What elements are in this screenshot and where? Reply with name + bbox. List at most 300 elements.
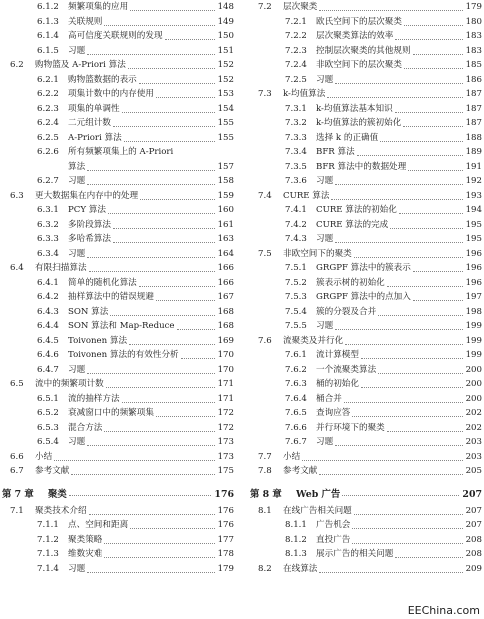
toc-entry-title: 选择 k 的正确值 bbox=[316, 132, 379, 143]
toc-entry-title: 维数灾难 bbox=[68, 549, 103, 559]
toc-entry-number: 6.6 bbox=[10, 451, 24, 462]
toc-entry-number: 7.5.2 bbox=[285, 277, 307, 288]
toc-entry-number: 6.1.5 bbox=[37, 45, 59, 56]
toc-entry-page: 196 bbox=[465, 263, 482, 273]
toc-entry bbox=[2, 102, 234, 117]
toc-entry-page: 180 bbox=[465, 16, 482, 27]
toc-entry-page: 209 bbox=[465, 563, 482, 574]
toc-entry-page: 203 bbox=[465, 451, 482, 462]
toc-entry-page: 155 bbox=[217, 132, 234, 143]
toc-entry-number: 7.4.1 bbox=[285, 205, 307, 215]
toc-entry-number: 7.4.3 bbox=[285, 234, 307, 244]
toc-entry-page: 171 bbox=[217, 379, 234, 389]
toc-entry-number: 7.1.2 bbox=[37, 534, 59, 545]
toc-entry bbox=[250, 334, 482, 349]
toc-leader bbox=[87, 572, 215, 573]
toc-entry-page: 157 bbox=[217, 161, 234, 172]
toc-entry-number: 6.4.5 bbox=[37, 335, 59, 346]
toc-entry-title: 查询应答 bbox=[316, 408, 351, 418]
toc-leader bbox=[181, 358, 215, 359]
toc-entry-page: 187 bbox=[465, 103, 482, 114]
toc-entry bbox=[250, 305, 482, 320]
toc-entry bbox=[2, 276, 234, 291]
toc-entry-number: 7.6.5 bbox=[285, 408, 307, 418]
toc-entry-number: 第 7 章 bbox=[2, 488, 34, 500]
toc-leader bbox=[357, 155, 463, 156]
toc-entry-title: 多阶段算法 bbox=[68, 219, 111, 230]
toc-entry-number: 第 8 章 bbox=[250, 488, 282, 500]
toc-entry bbox=[250, 348, 482, 363]
toc-entry-page: 194 bbox=[465, 205, 482, 215]
toc-entry bbox=[2, 189, 234, 204]
toc-entry-title: 直投广告 bbox=[316, 534, 351, 545]
toc-entry-title: 所有频繁项集上的 A-Priori bbox=[68, 147, 174, 157]
toc-entry-title: 习题 bbox=[68, 248, 86, 259]
toc-entry-title: 非欧空间下的层次聚类 bbox=[316, 60, 402, 70]
toc-leader bbox=[104, 431, 215, 432]
toc-entry-page: 199 bbox=[465, 321, 482, 331]
toc-entry bbox=[250, 363, 482, 378]
toc-leader bbox=[87, 373, 215, 374]
toc-entry-number: 6.1.4 bbox=[37, 31, 59, 41]
toc-entry-page: 183 bbox=[465, 45, 482, 56]
toc-entry-number: 6.3.2 bbox=[37, 219, 59, 230]
toc-leader bbox=[395, 112, 463, 113]
toc-leader bbox=[345, 344, 463, 345]
toc-leader bbox=[122, 402, 215, 403]
toc-entry-number: 7.5.3 bbox=[285, 292, 307, 302]
toc-leader bbox=[319, 572, 463, 573]
toc-entry-title: 关联规则 bbox=[68, 16, 103, 27]
toc-leader bbox=[71, 474, 215, 475]
toc-entry-page: 198 bbox=[465, 306, 482, 317]
toc-entry-number: 6.3.3 bbox=[37, 234, 59, 244]
watermark: EEChina.com bbox=[407, 604, 480, 617]
toc-entry-title: 聚类策略 bbox=[68, 534, 103, 545]
toc-entry bbox=[2, 348, 234, 363]
toc-entry-page: 183 bbox=[465, 31, 482, 41]
toc-left-column bbox=[2, 0, 234, 576]
toc-entry-number: 7.2.3 bbox=[285, 45, 307, 56]
toc-entry-number: 7.5 bbox=[258, 248, 272, 259]
toc-entry-title: 习题 bbox=[316, 437, 334, 447]
toc-entry-page: 187 bbox=[465, 89, 482, 99]
toc-entry bbox=[2, 174, 234, 189]
toc-entry-page: 178 bbox=[217, 549, 234, 559]
toc-entry-page: 173 bbox=[217, 451, 234, 462]
toc-leader bbox=[87, 445, 215, 446]
toc-entry-page: 152 bbox=[217, 60, 234, 70]
toc-entry-page: 173 bbox=[217, 437, 234, 447]
toc-entry bbox=[2, 421, 234, 436]
toc-entry-page: 186 bbox=[465, 74, 482, 85]
toc-leader bbox=[104, 543, 215, 544]
toc-entry-title: 欧氏空间下的层次聚类 bbox=[316, 16, 402, 27]
toc-leader bbox=[130, 10, 215, 11]
toc-entry bbox=[2, 377, 234, 392]
toc-entry bbox=[250, 276, 482, 291]
toc-entry bbox=[2, 319, 234, 334]
toc-entry-number: 7.2.2 bbox=[285, 31, 307, 41]
toc-entry-title: 流计算模型 bbox=[316, 350, 359, 360]
toc-entry-page: 203 bbox=[465, 437, 482, 447]
toc-entry-number: 7.6.4 bbox=[285, 393, 307, 404]
toc-entry-number: 6.4.3 bbox=[37, 306, 59, 317]
toc-entry-title: 项集的单调性 bbox=[68, 103, 120, 114]
toc-leader bbox=[354, 257, 463, 258]
toc-entry-title: k-均值算法的簇初始化 bbox=[316, 118, 402, 128]
toc-entry-number: 7.4.2 bbox=[285, 219, 307, 230]
toc-entry-number: 7.6 bbox=[258, 335, 272, 346]
toc-leader bbox=[344, 402, 463, 403]
toc-leader bbox=[139, 286, 215, 287]
toc-entry bbox=[250, 58, 482, 73]
toc-leader bbox=[87, 54, 215, 55]
toc-entry bbox=[250, 406, 482, 421]
toc-entry-number: 6.4.1 bbox=[37, 277, 59, 288]
toc-entry-page: 149 bbox=[217, 16, 234, 27]
toc-entry-number: 7.2.4 bbox=[285, 60, 307, 70]
toc-entry-title: 习题 bbox=[316, 234, 334, 244]
toc-entry-page: 148 bbox=[217, 2, 234, 12]
toc-leader bbox=[408, 170, 463, 171]
toc-entry-number: 7.4 bbox=[258, 190, 272, 201]
toc-entry-title: SON 算法 bbox=[68, 306, 109, 317]
toc-entry-number: 8.1.1 bbox=[285, 520, 307, 530]
toc-entry-number: 7.5.5 bbox=[285, 321, 307, 331]
toc-entry-page: 195 bbox=[465, 234, 482, 244]
toc-entry bbox=[2, 29, 234, 44]
toc-entry-title: 小结 bbox=[35, 451, 53, 462]
toc-entry-title: BFR 算法 bbox=[316, 147, 355, 157]
toc-leader bbox=[342, 495, 459, 496]
toc-entry bbox=[2, 547, 234, 562]
toc-leader bbox=[113, 228, 215, 229]
toc-leader bbox=[108, 213, 215, 214]
toc-entry bbox=[2, 406, 234, 421]
toc-entry bbox=[250, 562, 482, 577]
toc-entry-page: 152 bbox=[217, 74, 234, 85]
toc-entry-page: 153 bbox=[217, 89, 234, 99]
toc-leader bbox=[89, 514, 215, 515]
toc-entry-number: 6.3.4 bbox=[37, 248, 59, 259]
toc-entry-page: 200 bbox=[465, 393, 482, 404]
toc-entry-number: 6.2.5 bbox=[37, 132, 59, 143]
toc-entry-title: 算法 bbox=[68, 161, 86, 172]
toc-entry-page: 205 bbox=[465, 466, 482, 476]
toc-entry bbox=[250, 203, 482, 218]
toc-entry-title: 习题 bbox=[68, 364, 86, 375]
toc-entry-page: 179 bbox=[465, 2, 482, 12]
toc-leader bbox=[361, 387, 463, 388]
toc-entry-page: 189 bbox=[465, 147, 482, 157]
toc-entry-page: 188 bbox=[465, 132, 482, 143]
toc-entry-title: 抽样算法中的错误规避 bbox=[68, 292, 154, 302]
toc-entry-page: 169 bbox=[217, 335, 234, 346]
toc-entry-number: 7.1.1 bbox=[37, 520, 59, 530]
toc-entry-title: 聚类 bbox=[48, 488, 67, 500]
toc-entry-title: 习题 bbox=[68, 176, 86, 186]
toc-entry bbox=[2, 145, 234, 160]
toc-entry-title: CURE 算法的初始化 bbox=[316, 205, 397, 215]
toc-entry bbox=[250, 15, 482, 30]
toc-entry bbox=[250, 319, 482, 334]
toc-leader bbox=[403, 126, 463, 127]
toc-entry-number: 6.4.7 bbox=[37, 364, 59, 375]
toc-entry-title: 项集计数中的内存使用 bbox=[68, 89, 154, 99]
toc-leader bbox=[413, 300, 463, 301]
toc-entry-title: 桶合并 bbox=[316, 393, 342, 404]
toc-leader bbox=[177, 329, 215, 330]
toc-entry-title: Web 广告 bbox=[296, 488, 341, 500]
toc-entry-page: 177 bbox=[217, 534, 234, 545]
toc-leader bbox=[124, 141, 215, 142]
toc-chapter bbox=[2, 485, 234, 504]
toc-entry-title: A-Priori 算法 bbox=[68, 132, 122, 143]
toc-entry-title: 在线广告相关问题 bbox=[283, 505, 352, 516]
toc-entry-number: 6.2.6 bbox=[37, 147, 59, 157]
toc-entry bbox=[250, 145, 482, 160]
toc-leader bbox=[331, 199, 463, 200]
toc-leader bbox=[87, 257, 215, 258]
toc-entry-number: 7.5.1 bbox=[285, 263, 307, 273]
toc-chapter bbox=[250, 485, 482, 504]
toc-entry-number: 7.2.1 bbox=[285, 16, 307, 27]
toc-entry bbox=[2, 247, 234, 262]
toc-entry-page: 167 bbox=[217, 292, 234, 302]
toc-entry-page: 166 bbox=[217, 277, 234, 288]
toc-entry-page: 168 bbox=[217, 306, 234, 317]
toc-leader bbox=[139, 83, 215, 84]
toc-entry-number: 7.3.1 bbox=[285, 103, 307, 114]
toc-leader bbox=[87, 184, 215, 185]
toc-entry-number: 6.4.6 bbox=[37, 350, 59, 360]
toc-entry-number: 6.4 bbox=[10, 263, 24, 273]
toc-entry-title: 习题 bbox=[68, 45, 86, 56]
toc-entry-title: 混合方法 bbox=[68, 422, 103, 433]
toc-entry bbox=[250, 247, 482, 262]
toc-leader bbox=[319, 10, 463, 11]
toc-entry bbox=[2, 160, 234, 175]
toc-entry-title: 习题 bbox=[68, 437, 86, 447]
toc-leader bbox=[352, 543, 463, 544]
toc-entry-title: 参考文献 bbox=[35, 466, 70, 476]
toc-entry-title: k-均值算法 bbox=[283, 89, 326, 99]
toc-entry-page: 175 bbox=[217, 466, 234, 476]
toc-entry bbox=[2, 518, 234, 533]
toc-leader bbox=[352, 528, 463, 529]
toc-entry-number: 8.1 bbox=[258, 505, 272, 516]
toc-entry-title: 习题 bbox=[316, 321, 334, 331]
toc-entry-number: 6.5.2 bbox=[37, 408, 59, 418]
toc-entry bbox=[250, 87, 482, 102]
toc-leader bbox=[352, 416, 463, 417]
toc-entry-number: 6.4.2 bbox=[37, 292, 59, 302]
toc-entry-page: 150 bbox=[217, 31, 234, 41]
toc-entry-number: 6.3 bbox=[10, 190, 24, 201]
toc-entry-page: 208 bbox=[465, 534, 482, 545]
toc-entry-title: 桶的初始化 bbox=[316, 379, 359, 389]
toc-entry-page: 208 bbox=[465, 549, 482, 559]
toc-entry bbox=[2, 58, 234, 73]
toc-entry-number: 6.5.3 bbox=[37, 422, 59, 433]
toc-leader bbox=[128, 68, 215, 69]
toc-leader bbox=[378, 315, 463, 316]
toc-entry-number: 7.3.4 bbox=[285, 147, 307, 157]
toc-entry-number: 6.7 bbox=[10, 466, 24, 476]
toc-entry-number: 6.3.1 bbox=[37, 205, 59, 215]
toc-entry-number: 7.6.3 bbox=[285, 379, 307, 389]
toc-entry bbox=[2, 504, 234, 519]
toc-entry bbox=[2, 562, 234, 577]
toc-entry-title: 习题 bbox=[316, 176, 334, 186]
toc-entry-page: 171 bbox=[217, 393, 234, 404]
toc-entry bbox=[2, 0, 234, 15]
toc-entry-number: 7.6.6 bbox=[285, 422, 307, 433]
toc-entry-number: 6.2.4 bbox=[37, 118, 59, 128]
toc-entry-title: 多哈希算法 bbox=[68, 234, 111, 244]
toc-entry-page: 160 bbox=[217, 205, 234, 215]
toc-entry-title: 控制层次聚类的其他规则 bbox=[316, 45, 411, 56]
toc-entry-number: 7.3.2 bbox=[285, 118, 307, 128]
toc-entry-number: 6.2.3 bbox=[37, 103, 59, 114]
toc-entry bbox=[250, 232, 482, 247]
toc-entry-page: 163 bbox=[217, 234, 234, 244]
toc-entry-number: 6.5 bbox=[10, 379, 24, 389]
toc-entry-number: 7.2 bbox=[258, 2, 272, 12]
toc-leader bbox=[327, 97, 463, 98]
toc-entry-page: 155 bbox=[217, 118, 234, 128]
toc-entry-title: 二元组计数 bbox=[68, 118, 111, 128]
toc-entry bbox=[250, 518, 482, 533]
toc-entry-page: 193 bbox=[465, 190, 482, 201]
toc-entry bbox=[250, 189, 482, 204]
toc-entry-title: 并行环境下的聚类 bbox=[316, 422, 385, 433]
toc-entry-title: CURE 算法的完成 bbox=[316, 219, 389, 230]
toc-entry bbox=[250, 377, 482, 392]
toc-entry-page: 170 bbox=[217, 364, 234, 375]
toc-entry-title: 展示广告的相关问题 bbox=[316, 549, 394, 559]
toc-entry bbox=[2, 435, 234, 450]
toc-entry-number: 6.2.7 bbox=[37, 176, 59, 186]
toc-entry-number: 7.3.6 bbox=[285, 176, 307, 186]
toc-entry-title: 流中的频繁项计数 bbox=[35, 379, 104, 389]
toc-entry-page: 199 bbox=[465, 350, 482, 360]
toc-entry-number: 7.7 bbox=[258, 451, 272, 462]
toc-entry-page: 151 bbox=[217, 45, 234, 56]
toc-entry-title: 簇的分裂及合并 bbox=[316, 306, 377, 317]
toc-leader bbox=[89, 271, 215, 272]
toc-entry-page: 202 bbox=[465, 422, 482, 433]
toc-entry bbox=[2, 363, 234, 378]
toc-entry-title: 购物篮及 A-Priori 算法 bbox=[35, 60, 126, 70]
toc-entry-page: 176 bbox=[217, 520, 234, 530]
toc-entry-title: 频繁项集的应用 bbox=[68, 2, 129, 12]
toc-leader bbox=[319, 474, 463, 475]
toc-entry-number: 7.6.7 bbox=[285, 437, 307, 447]
toc-leader bbox=[387, 286, 463, 287]
toc-entry-page: 197 bbox=[465, 292, 482, 302]
toc-entry-page: 192 bbox=[465, 176, 482, 186]
toc-entry-page: 200 bbox=[465, 364, 482, 375]
toc-entry-title: BFR 算法中的数据处理 bbox=[316, 161, 407, 172]
toc-leader bbox=[335, 242, 463, 243]
toc-entry-page: 161 bbox=[217, 219, 234, 230]
toc-entry bbox=[250, 218, 482, 233]
toc-entry-page: 191 bbox=[465, 161, 482, 172]
toc-entry bbox=[2, 44, 234, 59]
toc-leader bbox=[354, 514, 463, 515]
toc-entry-number: 6.2.2 bbox=[37, 89, 59, 99]
toc-entry-number: 6.5.4 bbox=[37, 437, 59, 447]
toc-entry-number: 8.1.2 bbox=[285, 534, 307, 545]
toc-entry bbox=[250, 504, 482, 519]
toc-entry-number: 7.1.3 bbox=[37, 549, 59, 559]
toc-entry bbox=[2, 450, 234, 465]
toc-entry-title: 简单的随机化算法 bbox=[68, 277, 137, 288]
toc-entry bbox=[250, 174, 482, 189]
toc-leader bbox=[395, 557, 463, 558]
toc-entry bbox=[2, 392, 234, 407]
toc-entry-page: 176 bbox=[214, 488, 234, 500]
toc-entry-page: 207 bbox=[465, 505, 482, 516]
toc-entry-number: 7.6.1 bbox=[285, 350, 307, 360]
toc-entry bbox=[2, 464, 234, 479]
toc-entry-page: 207 bbox=[462, 488, 482, 500]
toc-entry bbox=[250, 290, 482, 305]
toc-entry-title: 高可信度关联规则的发现 bbox=[68, 31, 163, 41]
toc-entry-page: 159 bbox=[217, 190, 234, 201]
toc-entry-title: Toivonen 算法的有效性分析 bbox=[68, 350, 179, 360]
toc-leader bbox=[140, 199, 215, 200]
toc-entry bbox=[250, 116, 482, 131]
toc-entry-number: 7.8 bbox=[258, 466, 272, 476]
toc-leader bbox=[390, 228, 463, 229]
toc-entry-page: 200 bbox=[465, 379, 482, 389]
toc-entry bbox=[250, 392, 482, 407]
toc-entry-page: 207 bbox=[465, 520, 482, 530]
toc-leader bbox=[113, 126, 215, 127]
toc-entry bbox=[250, 533, 482, 548]
toc-entry-title: 点、空间和距离 bbox=[68, 520, 129, 530]
toc-entry-title: Toivonen 算法 bbox=[68, 335, 128, 346]
toc-leader bbox=[413, 271, 463, 272]
toc-entry-title: GRGPF 算法中的簇表示 bbox=[316, 263, 411, 273]
toc-entry-title: 习题 bbox=[316, 74, 334, 85]
toc-entry-page: 179 bbox=[217, 563, 234, 574]
toc-entry bbox=[250, 261, 482, 276]
toc-entry-page: 176 bbox=[217, 505, 234, 516]
toc-entry bbox=[250, 464, 482, 479]
toc-entry bbox=[2, 334, 234, 349]
toc-entry-page: 185 bbox=[465, 60, 482, 70]
toc-leader bbox=[54, 460, 215, 461]
toc-entry-title: 簇表示树的初始化 bbox=[316, 277, 385, 288]
toc-entry-title: 购物篮数据的表示 bbox=[68, 74, 137, 85]
toc-entry-title: 广告机会 bbox=[316, 520, 351, 530]
toc-entry bbox=[2, 131, 234, 146]
toc-entry bbox=[250, 44, 482, 59]
toc-entry-number: 7.5.4 bbox=[285, 306, 307, 317]
toc-entry-number: 6.2 bbox=[10, 60, 24, 70]
toc-entry-page: 196 bbox=[465, 277, 482, 288]
toc-entry-title: GRGPF 算法中的点加入 bbox=[316, 292, 411, 302]
toc-entry-number: 6.5.1 bbox=[37, 393, 59, 404]
toc-entry-number: 8.2 bbox=[258, 563, 272, 574]
toc-leader bbox=[302, 460, 463, 461]
toc-entry-title: 衰减窗口中的频繁项集 bbox=[68, 408, 154, 418]
toc-entry-number: 6.4.4 bbox=[37, 321, 59, 331]
